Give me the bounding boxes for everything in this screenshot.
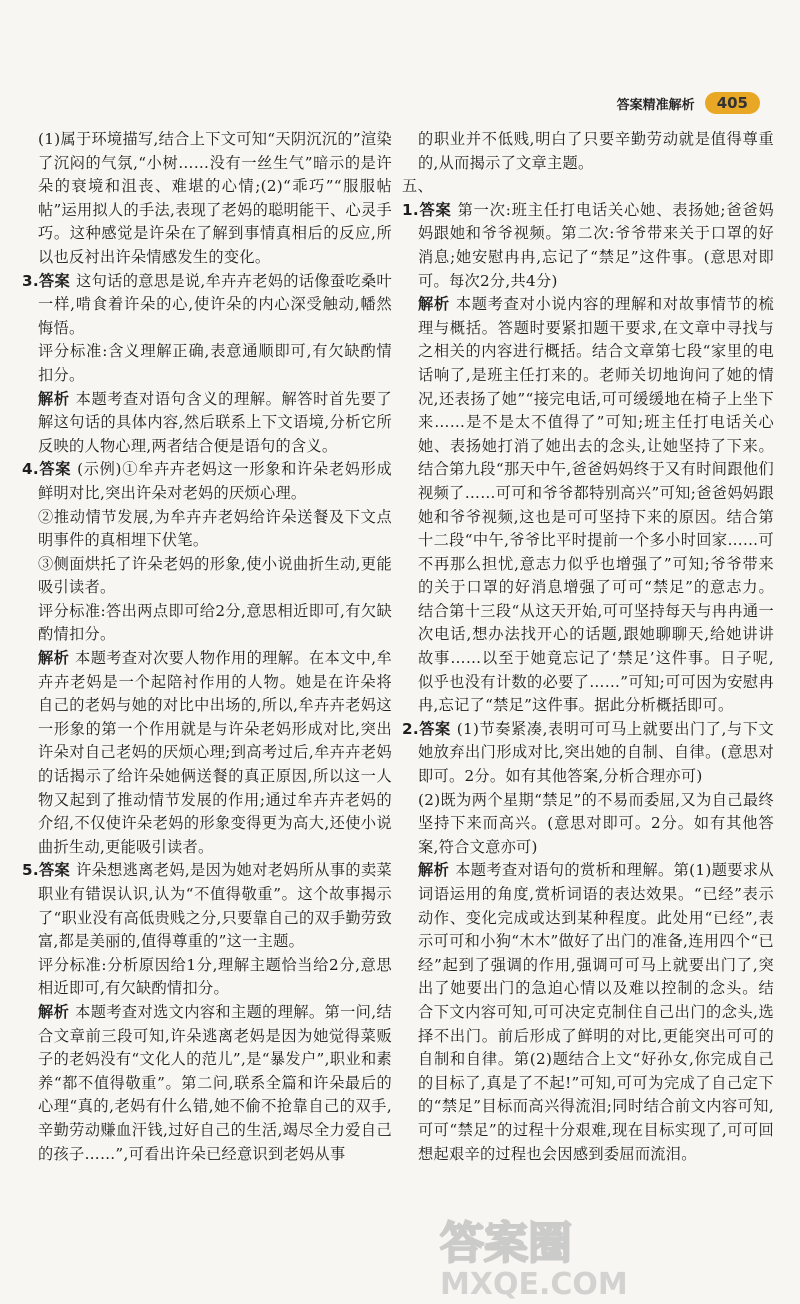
answer-1 xyxy=(402,199,774,293)
question-number: 4. xyxy=(22,460,39,479)
paragraph-q5-continued: 的职业并不低贱,明白了只要辛勤劳动就是值得尊重的,从而揭示了文章主题。 xyxy=(418,130,774,172)
analysis-tag: 解析 xyxy=(38,389,70,408)
answer-text: (1)节奏紧凑,表明可可马上就要出门了,与下文她放弃出门形成对比,突出她的自制、自律。(意思对即可。2分。如有其他答案,分析合理亦可) xyxy=(418,719,774,786)
page-header xyxy=(617,92,760,114)
answer-text: 第一次:班主任打电话关心她、表扬她;爸爸妈妈跟她和爷爷视频。第二次:爷爷带来关于口罩的好消息;她安慰冉冉,忘记了“禁足”这件事。(意思对即可。每次2分,共4分) xyxy=(418,200,774,290)
analysis-tag: 解析 xyxy=(38,1002,70,1021)
scoring-criteria: 评分标准:含义理解正确,表意通顺即可,有欠缺酌情扣分。 xyxy=(38,342,392,384)
answer-tag: 答案 xyxy=(418,719,451,738)
scoring-criteria: 评分标准:答出两点即可给2分,意思相近即可,有欠缺酌情扣分。 xyxy=(38,601,392,644)
analysis-text: 本题考查对小说内容的理解和对故事情节的梳理与概括。答题时要紧扣题干要求,在文章中寻找与之相关的内容进行概括。结合文章第七段“家里的电话响了,是班主任打来的。老师关切地询问了她的情况,还表扬了她”“接完电话,可可缓缓地在椅子上坐下来……是不是太不值得了”可知;班主任打电话关心她、表扬她打消了她出去的念头,让她坚持了下来。结合第九段“那天中午,爸爸妈妈终于又有时间跟他们视频了……可可和爷爷都特别高兴”可知;爸爸妈妈跟她和爷爷视频,这也是可可坚持下来的原因。结合第十二段“中午,爷爷比平时提前一个多小时回家……可不再那么担忧,意志力似乎也增强了”可知;爷爷带来的关于口罩的好消息增强了可可“禁足”的意志力。结合第十三段“从这天开始,可可坚持每天与冉冉通一次电话,想办法找开心的话题,跟她聊聊天,给她讲讲故事……以至于她竟忘记了‘禁足’这件事。日子呢,似乎也没有计数的必要了……”可知;可可因为安慰冉冉,忘记了“禁足”这件事。据此分析概括即可。 xyxy=(418,295,774,715)
analysis-3 xyxy=(22,388,392,459)
question-number: 3. xyxy=(22,271,39,290)
answer-4 xyxy=(22,458,392,505)
answer-text: (示例)①牟卉卉老妈这一形象和许朵老妈形成鲜明对比,突出许朵对老妈的厌烦心理。 xyxy=(38,460,392,502)
analysis-1 xyxy=(402,293,774,718)
svg-text:MXQE.COM: MXQE.COM xyxy=(440,1267,628,1300)
analysis-tag: 解析 xyxy=(418,295,450,314)
answer-5 xyxy=(22,859,392,953)
analysis-5 xyxy=(22,1001,392,1166)
analysis-tag: 解析 xyxy=(418,861,450,880)
right-column xyxy=(402,128,774,1166)
answer-tag: 答案 xyxy=(418,200,452,219)
answer-tag: 答案 xyxy=(38,460,72,479)
answer-point-2: ②推动情节发展,为牟卉卉老妈给许朵送餐及下文点明事件的真相埋下伏笔。 xyxy=(38,507,392,550)
analysis-text: 本题考查对选文内容和主题的理解。第一问,结合文章前三段可知,许朵逃离老妈是因为她觉得菜贩子的老妈没有“文化人的范儿”,是“暴发户”,职业和素养“都不值得敬重”。第二问,联系全篇和许朵最后的心理“真的,老妈有什么错,她不偷不抢靠自己的双手,辛勤劳动赚血汗钱,过好自己的生活,竭尽全力爱自己的孩子……”,可看出许朵已经意识到老妈从事 xyxy=(38,1002,392,1163)
answer-point-3: ③侧面烘托了许朵老妈的形象,使小说曲折生动,更能吸引读者。 xyxy=(38,554,392,597)
analysis-2 xyxy=(402,859,774,1166)
svg-text:答案圈: 答案圈 xyxy=(440,1218,572,1269)
answer-tag: 答案 xyxy=(38,271,71,290)
answer-tag: 答案 xyxy=(38,861,71,880)
answer-text: 这句话的意思是说,牟卉卉老妈的话像蚕吃桑叶一样,啃食着许朵的心,使许朵的内心深受触动,幡然悔悟。 xyxy=(38,271,392,337)
question-number: 5. xyxy=(22,861,39,880)
section-heading: 五、 xyxy=(402,177,433,196)
watermark-logo xyxy=(420,1210,780,1300)
header-title: 答案精准解析 xyxy=(616,97,695,113)
analysis-4 xyxy=(22,647,392,859)
answer-2 xyxy=(402,718,774,789)
analysis-text: 本题考查对次要人物作用的理解。在本文中,牟卉卉老妈是一个起陪衬作用的人物。她是在许朵将自己的老妈与她的对比中出场的,所以,牟卉卉老妈这一形象的第一个作用就是与许朵老妈形成对比,突出许朵对自己老妈的厌烦心理;到高考过后,牟卉卉老妈的话揭示了给许朵她俩送餐的真正原因,所以这一人物又起到了推动情节发展的作用;通过牟卉卉老妈的介绍,不仅使许朵老妈的形象变得更为高大,还使小说曲折生动,更能吸引读者。 xyxy=(38,649,392,856)
left-column xyxy=(22,128,392,1166)
answer-text: 许朵想逃离老妈,是因为她对老妈所从事的卖菜职业有错误认识,认为“不值得敬重”。这个故事揭示了“职业没有高低贵贱之分,只要靠自己的双手勤劳致富,都是美丽的,值得尊重的”这一主题。 xyxy=(38,861,392,951)
paragraph-q2-continued: (1)属于环境描写,结合上下文可知“天阴沉沉的”渲染了沉闷的气氛,“小树……没有一丝生气”暗示的是许朵的衰境和沮丧、难堪的心情;(2)“乖巧”“服服帖帖”运用拟人的手法,表现了老妈的聪明能干、心灵手巧。这种感觉是许朵在了解到事情真相后的反应,所以也反衬出许朵情感发生的变化。 xyxy=(38,130,392,266)
analysis-text: 本题考查对语句含义的理解。解答时首先要了解这句话的具体内容,然后联系上下文语境,分析它所反映的人物心理,两者结合便是语句的含义。 xyxy=(38,389,392,455)
page-number: 405 xyxy=(705,92,760,114)
answer-point-2: (2)既为两个星期“禁足”的不易而委屈,又为自己最终坚持下来而高兴。(意思对即可。2分。如有其他答案,符合文意亦可) xyxy=(418,790,774,856)
answer-3 xyxy=(22,270,392,341)
scoring-criteria: 评分标准:分析原因给1分,理解主题恰当给2分,意思相近即可,有欠缺酌情扣分。 xyxy=(38,955,392,998)
analysis-text: 本题考查对语句的赏析和理解。第(1)题要求从词语运用的角度,赏析词语的表达效果。“已经”表示动作、变化完成或达到某种程度。此处用“已经”,表示可可和小狗“木木”做好了出门的准备,连用四个“已经”起到了强调的作用,强调可可马上就要出门了,突出了她要出门的急迫心情以及难以控制的念头。结合下文内容可知,可可决定克制住自己出门的念头,选择不出门。前后形成了鲜明的对比,更能突出可可的自制和自律。第(2)题结合上文“好孙女,你完成自己的目标了,真是了不起!”可知,可可为完成了自己定下的“禁足”目标而高兴得流泪;同时结合前文内容可知,可可“禁足”的过程十分艰难,现在目标实现了,可可回想起艰辛的过程也会因感到委屈而流泪。 xyxy=(418,861,774,1163)
question-number: 2. xyxy=(402,719,419,738)
analysis-tag: 解析 xyxy=(38,649,70,668)
question-number: 1. xyxy=(402,200,419,219)
